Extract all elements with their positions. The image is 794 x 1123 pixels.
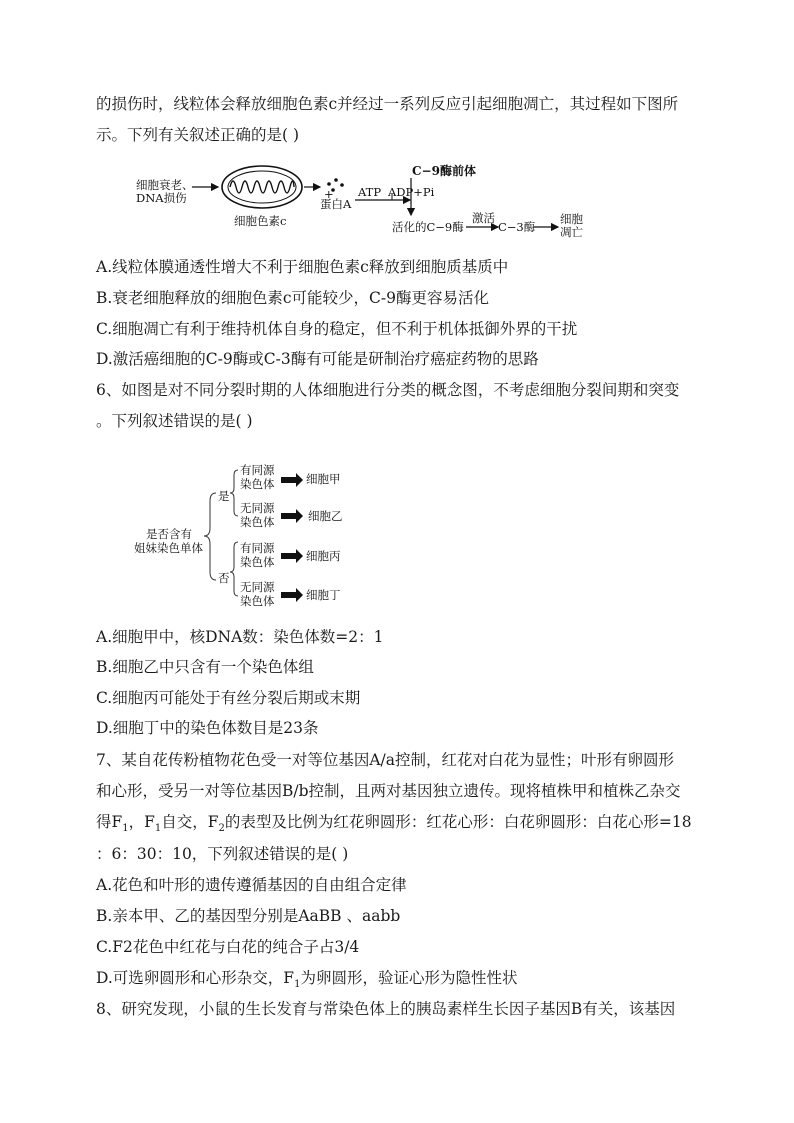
fig-adp: ADP+Pi (388, 185, 435, 199)
fig-no: 否 (218, 571, 230, 585)
q6-stem-line2: 。下列叙述错误的是( ) (96, 412, 253, 430)
q5-option-c: C.细胞凋亡有利于维持机体自身的稳定，但不利于机体抵御外界的干扰 (96, 320, 578, 338)
q6-concept-figure (134, 460, 380, 615)
q6-option-b: B.细胞乙中只含有一个染色体组 (96, 658, 314, 676)
fig-atp: ATP (358, 185, 382, 199)
fig-c9-precursor: C−9酶前体 (412, 164, 476, 178)
q5-option-b: B.衰老细胞释放的细胞色素c可能较少，C-9酶更容易活化 (96, 289, 489, 307)
q7-option-b: B.亲本甲、乙的基因型分别是AaBB 、aabb (96, 907, 401, 925)
q6-option-d: D.细胞丁中的染色体数目是23条 (96, 719, 319, 737)
fig-input-line1: 细胞衰老、 (136, 178, 194, 192)
mitochondrion-icon (222, 166, 302, 208)
fig-branch3-line1: 有同源 (240, 541, 275, 555)
fig-apoptosis-line1: 细胞 (560, 212, 583, 226)
fig-plus: + (324, 187, 334, 201)
q5-option-d: D.激活癌细胞的C-9酶或C-3酶有可能是研制治疗癌症药物的思路 (96, 350, 539, 368)
q6-option-c: C.细胞丙可能处于有丝分裂后期或末期 (96, 689, 361, 707)
fig-branch1-line1: 有同源 (240, 463, 275, 477)
fig-yes: 是 (218, 489, 230, 503)
no-brace (230, 542, 238, 596)
q7-sub-1b: 1 (154, 823, 162, 835)
fig-activated-c9: 活化的C−9酶 (392, 220, 464, 234)
q7-option-d-part1: D.可选卵圆形和心形杂交，F (96, 969, 295, 987)
fig-branch4-line2: 染色体 (240, 594, 275, 608)
q5-option-a: A.线粒体膜通透性增大不利于细胞色素c释放到细胞质基质中 (96, 258, 509, 276)
fig-cell-ding: 细胞丁 (306, 588, 341, 602)
fig-protein-a: 蛋白A (320, 197, 352, 211)
fig-activate: 激活 (472, 211, 495, 225)
q7-stem-line2: 和心形，受另一对等位基因B/b控制，且两对基因独立遗传。现将植株甲和植株乙杂交 (96, 782, 681, 800)
q7-option-d-sub: 1 (294, 979, 301, 991)
q7-f-text2: ，F (128, 813, 155, 831)
fig-root-line1: 是否含有 (146, 527, 192, 541)
thick-arrows (281, 473, 303, 602)
fig-cell-jia: 细胞甲 (306, 472, 341, 486)
q7-f-text3: 自交，F (161, 813, 219, 831)
q7-option-d-part2: 为卵圆形，验证心形为隐性性状 (300, 969, 518, 987)
fig-cytochrome-label: 细胞色素c (234, 214, 287, 228)
q8-stem-line1: 8、研究发现，小鼠的生长发育与常染色体上的胰岛素样生长因子基因B有关，该基因 (96, 1000, 676, 1018)
q7-stem-line1: 7、某自花传粉植物花色受一对等位基因A/a控制，红花对白花为显性；叶形有卵圆形 (96, 751, 675, 769)
fig-apoptosis-line2: 凋亡 (560, 225, 583, 239)
q7-option-a: A.花色和叶形的遗传遵循基因的自由组合定律 (96, 876, 407, 894)
q7-ratio-text: 的表型及比例为红花卵圆形：红花心形：白花卵圆形：白花心形=18 (224, 813, 692, 831)
fig-root-line2: 姐妹染色单体 (134, 541, 203, 555)
q6-stem-line1: 6、如图是对不同分裂时期的人体细胞进行分类的概念图，不考虑细胞分裂间期和突变 (96, 381, 680, 399)
q5-stem-line1: 的损伤时，线粒体会释放细胞色素c并经过一系列反应引起细胞凋亡，其过程如下图所 (96, 95, 679, 113)
fig-branch3-line2: 染色体 (240, 555, 275, 569)
q7-sub-1a: 1 (122, 823, 129, 835)
q7-option-d (96, 968, 517, 995)
fig-branch1-line2: 染色体 (240, 477, 275, 491)
q5-stem-line2: 示。下列有关叙述正确的是( ) (96, 126, 300, 144)
fig-input-line2: DNA损伤 (136, 191, 187, 205)
q7-f-text: 得F (96, 813, 123, 831)
q7-sub-2: 2 (218, 823, 225, 835)
fig-cell-bing: 细胞丙 (306, 549, 341, 563)
fig-cell-yi: 细胞乙 (308, 509, 343, 523)
q5-pathway-figure (130, 160, 590, 240)
q6-option-a: A.细胞甲中，核DNA数：染色体数=2：1 (96, 628, 384, 646)
fig-branch4-line1: 无同源 (240, 580, 275, 594)
fig-branch2-line1: 无同源 (240, 501, 275, 515)
q7-option-c: C.F2花色中红花与白花的纯合子占3/4 (96, 938, 360, 956)
root-brace (204, 493, 216, 580)
yes-brace (230, 470, 238, 516)
q7-stem-line4: ：6：30：10，下列叙述错误的是( ) (96, 845, 349, 863)
fig-branch2-line2: 染色体 (240, 515, 275, 529)
q7-stem-line3 (96, 812, 692, 839)
fig-c3: C−3酶 (498, 220, 536, 234)
